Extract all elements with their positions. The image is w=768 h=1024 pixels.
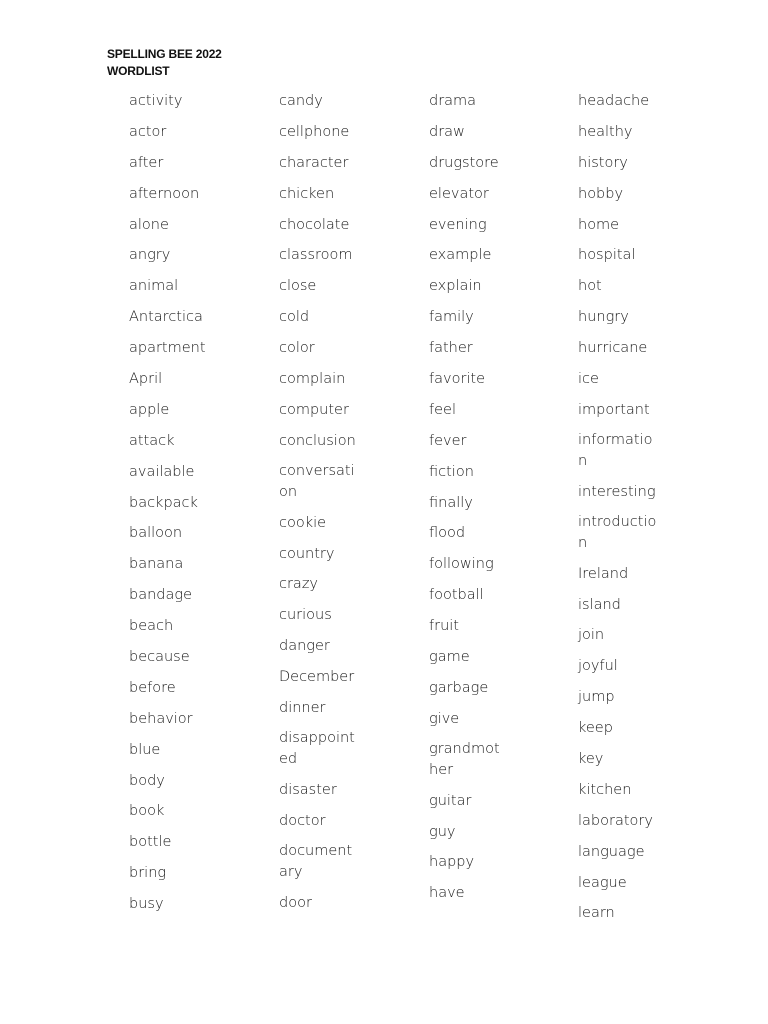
word-item [279, 213, 361, 244]
word-item [129, 583, 211, 614]
word-item [578, 429, 660, 480]
word-item [279, 665, 361, 696]
word-item [279, 696, 361, 727]
word-column-3 [429, 89, 511, 912]
word-item [279, 305, 361, 336]
word-text: conclusion [279, 432, 356, 449]
word-text: document [279, 843, 353, 860]
word-text: backpack [129, 494, 198, 511]
word-text: n [578, 534, 588, 551]
word-item [578, 562, 660, 593]
word-item [578, 480, 660, 511]
word-text: alone [129, 216, 169, 233]
word-text: classroom [279, 247, 353, 264]
word-item [129, 460, 211, 491]
word-text: important [578, 401, 650, 418]
word-item [279, 778, 361, 809]
word-text: garbage [429, 679, 489, 696]
word-item [279, 243, 361, 274]
word-text: afternoon [129, 185, 200, 202]
word-text: bottle [129, 834, 172, 851]
word-text: dinner [279, 700, 326, 717]
word-text: elevator [429, 185, 489, 202]
word-item [129, 676, 211, 707]
word-text: close [279, 278, 317, 295]
word-item [429, 274, 511, 305]
word-text: disappoint [279, 730, 355, 747]
word-text: cookie [279, 514, 327, 531]
word-item [129, 738, 211, 769]
word-item [578, 593, 660, 624]
word-text: drugstore [429, 154, 499, 171]
word-item [429, 398, 511, 429]
word-text: chicken [279, 185, 335, 202]
word-text: complain [279, 371, 346, 388]
word-item [429, 429, 511, 460]
word-item [129, 336, 211, 367]
word-item [578, 901, 660, 932]
word-text: because [129, 649, 190, 666]
word-text: chocolate [279, 216, 350, 233]
word-text: island [578, 596, 621, 613]
word-text: fever [429, 432, 467, 449]
word-item [429, 645, 511, 676]
word-text: finally [429, 494, 473, 511]
word-text: flood [429, 525, 466, 542]
word-item [129, 243, 211, 274]
word-item [279, 336, 361, 367]
word-item [429, 521, 511, 552]
word-text: keep [578, 720, 613, 737]
word-item [129, 892, 211, 923]
word-text: bring [129, 865, 167, 882]
word-text: candy [279, 93, 323, 109]
word-text: danger [279, 638, 330, 655]
word-text: join [578, 627, 605, 644]
word-text: cellphone [279, 123, 350, 140]
word-text: jump [578, 689, 615, 706]
word-text: game [429, 649, 470, 666]
word-item [578, 623, 660, 654]
word-item [429, 367, 511, 398]
word-item [578, 367, 660, 398]
word-text: Ireland [578, 565, 629, 582]
word-text: headache [578, 93, 650, 109]
word-item [578, 120, 660, 151]
word-item [129, 614, 211, 645]
title-line-2: WORDLIST [107, 64, 170, 78]
word-text: football [429, 587, 484, 604]
word-text: behavior [129, 710, 193, 727]
word-text: apartment [129, 340, 206, 357]
word-item [129, 491, 211, 522]
word-item [578, 398, 660, 429]
word-item [279, 151, 361, 182]
word-text: curious [279, 607, 332, 624]
word-text: color [279, 340, 315, 357]
word-item [129, 367, 211, 398]
word-text: explain [429, 278, 482, 295]
word-text: home [578, 216, 620, 233]
word-text: draw [429, 123, 465, 140]
word-text: animal [129, 278, 179, 295]
document-title [107, 46, 222, 80]
word-item [429, 820, 511, 851]
word-text: April [129, 371, 163, 388]
word-text: example [429, 247, 492, 264]
word-text: introductio [578, 514, 657, 531]
word-text: attack [129, 432, 175, 449]
word-text: on [279, 483, 298, 500]
word-text: laboratory [578, 812, 653, 829]
word-text: hobby [578, 185, 624, 202]
word-item [279, 460, 361, 511]
word-item [429, 213, 511, 244]
word-item [279, 398, 361, 429]
word-text: disaster [279, 781, 337, 798]
word-item [578, 685, 660, 716]
word-text: key [578, 751, 604, 768]
word-item [129, 398, 211, 429]
word-item [129, 274, 211, 305]
word-text: book [129, 803, 165, 820]
word-item [578, 511, 660, 562]
word-text: after [129, 154, 164, 171]
word-text: country [279, 545, 335, 562]
word-text: cold [279, 309, 310, 326]
word-item [129, 707, 211, 738]
word-text: busy [129, 896, 164, 913]
word-item [129, 552, 211, 583]
word-text: give [429, 710, 460, 727]
word-text: her [429, 761, 454, 778]
word-item [578, 274, 660, 305]
word-item [578, 716, 660, 747]
word-text: bandage [129, 587, 192, 604]
word-text: apple [129, 401, 170, 418]
word-text: history [578, 154, 628, 171]
word-item [129, 120, 211, 151]
word-text: following [429, 556, 494, 573]
word-item [429, 243, 511, 274]
word-item [578, 243, 660, 274]
word-text: character [279, 154, 349, 171]
word-item [429, 491, 511, 522]
word-text: learn [578, 905, 615, 922]
word-text: drama [429, 93, 477, 109]
word-text: beach [129, 618, 174, 635]
word-item [429, 614, 511, 645]
word-text: hot [578, 278, 602, 295]
word-item [429, 182, 511, 213]
word-item [279, 603, 361, 634]
word-item [129, 830, 211, 861]
word-text: computer [279, 401, 349, 418]
word-text: ary [279, 863, 303, 880]
word-item [279, 809, 361, 840]
title-line-1: SPELLING BEE 2022 [107, 47, 222, 61]
word-item [129, 182, 211, 213]
word-text: happy [429, 854, 475, 871]
word-text: league [578, 874, 627, 891]
word-item [429, 738, 511, 789]
word-text: hurricane [578, 340, 648, 357]
word-text: actor [129, 123, 167, 140]
word-text: hungry [578, 309, 629, 326]
word-text: fruit [429, 618, 459, 635]
word-item [578, 778, 660, 809]
word-item [279, 572, 361, 603]
word-text: feel [429, 401, 456, 418]
word-item [279, 634, 361, 665]
word-item [429, 707, 511, 738]
word-text: fiction [429, 463, 474, 480]
word-item [129, 151, 211, 182]
word-text: have [429, 885, 465, 902]
word-item [578, 213, 660, 244]
word-text: angry [129, 247, 171, 264]
word-text: favorite [429, 371, 486, 388]
word-item [578, 654, 660, 685]
word-item [578, 151, 660, 182]
word-item [578, 840, 660, 871]
word-item [129, 861, 211, 892]
word-column-1 [129, 89, 211, 923]
word-text: hospital [578, 247, 636, 264]
word-item [279, 840, 361, 891]
word-item [129, 645, 211, 676]
word-text: family [429, 309, 474, 326]
word-item [129, 521, 211, 552]
word-item [429, 305, 511, 336]
word-item [578, 809, 660, 840]
word-text: informatio [578, 432, 653, 449]
word-text: conversati [279, 463, 355, 480]
word-item [129, 429, 211, 460]
word-item [279, 891, 361, 922]
word-item [279, 727, 361, 778]
word-text: available [129, 463, 195, 480]
word-text: banana [129, 556, 184, 573]
word-item [429, 881, 511, 912]
word-text: ice [578, 371, 599, 388]
word-text: blue [129, 741, 161, 758]
word-item [429, 336, 511, 367]
word-item [578, 182, 660, 213]
word-text: healthy [578, 123, 633, 140]
word-text: activity [129, 93, 183, 109]
word-item [279, 542, 361, 573]
word-item [578, 89, 660, 120]
word-text: ed [279, 750, 298, 767]
word-text: evening [429, 216, 487, 233]
word-text: language [578, 843, 645, 860]
word-item [279, 89, 361, 120]
word-text: door [279, 894, 312, 911]
word-text: kitchen [578, 781, 632, 798]
word-item [578, 871, 660, 902]
word-item [429, 583, 511, 614]
word-item [279, 182, 361, 213]
word-text: balloon [129, 525, 183, 542]
word-item [279, 367, 361, 398]
word-text: before [129, 679, 176, 696]
word-text: interesting [578, 483, 656, 500]
word-item [429, 460, 511, 491]
word-column-2 [279, 89, 361, 922]
word-item [429, 789, 511, 820]
word-item [578, 336, 660, 367]
word-item [129, 799, 211, 830]
word-column-4 [578, 89, 660, 932]
word-text: body [129, 772, 165, 789]
word-text: grandmot [429, 741, 500, 758]
word-item [129, 89, 211, 120]
word-item [429, 850, 511, 881]
word-text: guy [429, 823, 456, 840]
word-item [129, 769, 211, 800]
word-item [279, 274, 361, 305]
word-item [429, 552, 511, 583]
word-text: guitar [429, 792, 472, 809]
word-item [279, 120, 361, 151]
word-item [429, 676, 511, 707]
word-text: doctor [279, 812, 326, 829]
word-item [129, 305, 211, 336]
word-text: crazy [279, 576, 319, 593]
word-item [429, 89, 511, 120]
word-text: Antarctica [129, 309, 203, 326]
word-text: December [279, 669, 355, 686]
word-text: n [578, 452, 588, 469]
word-item [578, 305, 660, 336]
word-text: father [429, 340, 473, 357]
word-item [279, 511, 361, 542]
word-item [429, 151, 511, 182]
word-item [429, 120, 511, 151]
word-item [129, 213, 211, 244]
word-text: joyful [578, 658, 618, 675]
word-item [578, 747, 660, 778]
word-item [279, 429, 361, 460]
